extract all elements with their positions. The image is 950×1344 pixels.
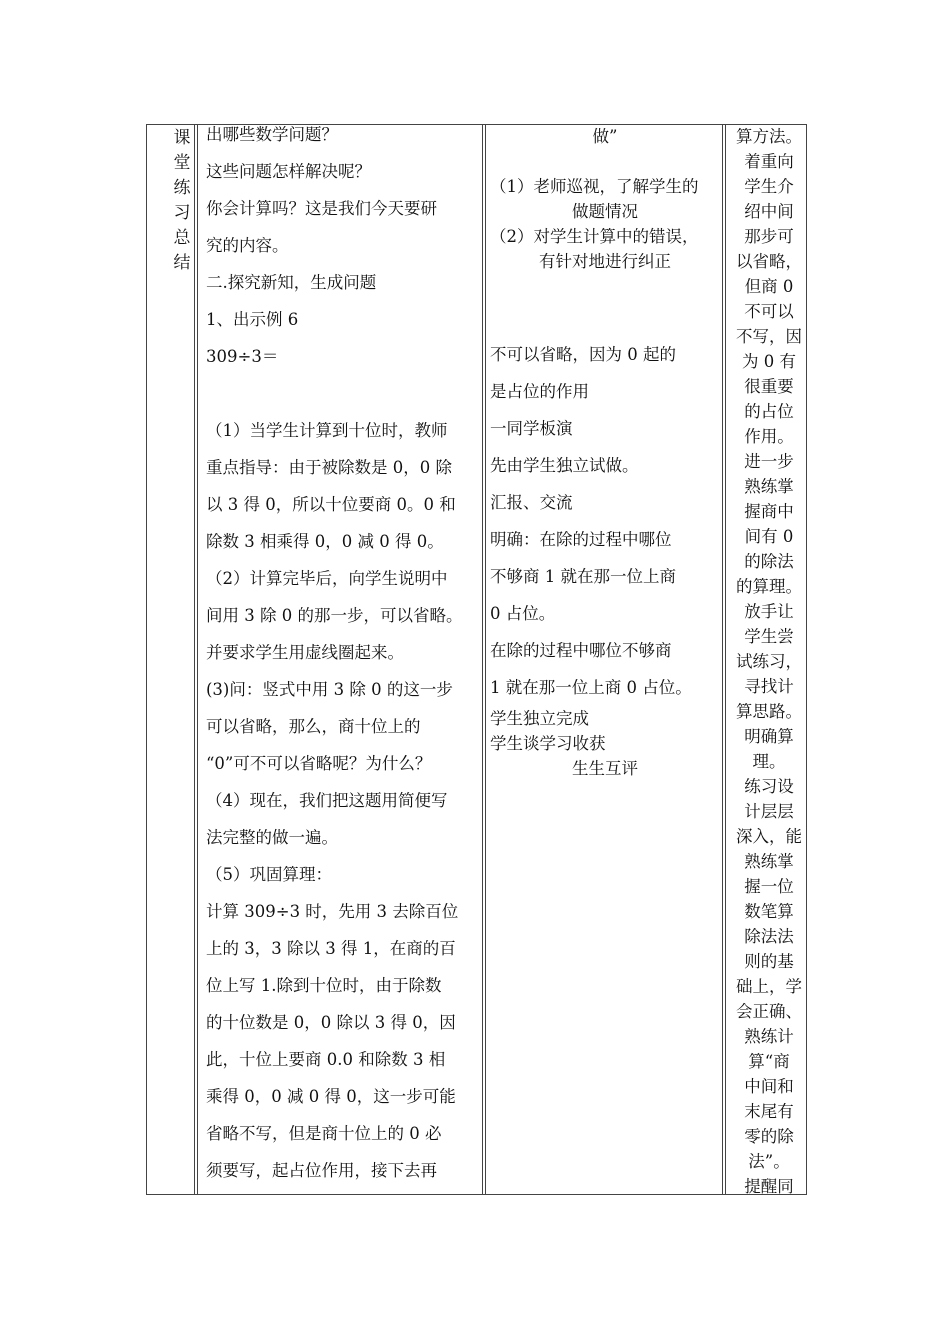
teacher-line: 可以省略，那么，商十位上的	[206, 717, 421, 736]
intent-line: 计层层	[744, 802, 794, 821]
intent-line: 提醒同	[744, 1177, 794, 1196]
teacher-line: 二.探究新知，生成问题	[206, 273, 377, 292]
guidance-line: 有针对地进行纠正	[539, 252, 671, 271]
answer-line: 一同学板演	[490, 419, 573, 438]
teacher-line-blank	[206, 375, 478, 412]
intent-line: 放手让	[744, 602, 794, 621]
intent-line: 那步可	[744, 227, 794, 246]
intent-line: 为 0 有	[742, 352, 796, 371]
intent-line: 熟练掌	[744, 852, 794, 871]
teacher-line: 法完整的做一遍。	[206, 828, 338, 847]
intent-line: 末尾有	[744, 1102, 794, 1121]
student-activity-column	[490, 124, 720, 781]
closing-line: 生生互评	[572, 759, 638, 778]
intent-line: 明确算	[744, 727, 794, 746]
design-intent-column	[729, 124, 809, 1199]
table-left-border	[146, 124, 147, 1195]
intent-line: 算思路。	[736, 702, 802, 721]
student-answers-block	[490, 336, 720, 706]
intent-line: 但商 0	[744, 277, 794, 296]
intent-line: 深入，能	[736, 827, 802, 846]
teacher-line: 间用 3 除 0 的那一步，可以省略。	[206, 606, 463, 625]
teacher-line: 除数 3 相乘得 0，0 减 0 得 0。	[206, 532, 444, 551]
section-label-char: 总	[173, 228, 191, 248]
teacher-line: 须要写，起占位作用，接下去再	[206, 1161, 437, 1180]
teacher-line: 究的内容。	[206, 236, 289, 255]
closing-line: 学生谈学习收获	[490, 734, 606, 753]
lesson-plan-table	[146, 124, 807, 1195]
teacher-line: 省略不写，但是商十位上的 0 必	[206, 1124, 442, 1143]
intent-line: 学生尝	[744, 627, 794, 646]
teacher-line: （2）计算完毕后，向学生说明中	[206, 569, 448, 588]
teacher-line: （5）巩固算理：	[206, 865, 332, 884]
intent-line: 算“商	[748, 1052, 790, 1071]
intent-line: 熟练掌	[744, 477, 794, 496]
teacher-line: 乘得 0，0 减 0 得 0，这一步可能	[206, 1087, 456, 1106]
section-label-char: 习	[173, 203, 191, 223]
answer-line: 0 占位。	[490, 604, 556, 623]
teacher-guidance-block	[490, 174, 720, 274]
intent-line: 数笔算	[744, 902, 794, 921]
section-label-char: 堂	[173, 153, 191, 173]
teacher-line: 以 3 得 0，所以十位要商 0。0 和	[206, 495, 456, 514]
section-label-char: 课	[173, 128, 191, 148]
teacher-line: 309÷3＝	[206, 347, 279, 366]
teacher-line: “0”可不可以省略呢？为什么？	[206, 754, 432, 773]
intent-line: 很重要	[744, 377, 794, 396]
teacher-line: 的十位数是 0，0 除以 3 得 0，因	[206, 1013, 456, 1032]
guidance-line: （1）老师巡视，了解学生的	[490, 177, 699, 196]
teacher-line: 重点指导：由于被除数是 0，0 除	[206, 458, 452, 477]
intent-line: 的占位	[744, 402, 794, 421]
answer-line: 不够商 1 就在那一位上商	[490, 567, 676, 586]
intent-line: 进一步	[744, 452, 794, 471]
intent-line: 中间和	[744, 1077, 794, 1096]
teacher-line: 你会计算吗？这是我们今天要研	[206, 199, 437, 218]
intent-line: 零的除	[744, 1127, 794, 1146]
intent-line: 握一位	[744, 877, 794, 896]
answer-line: 先由学生独立试做。	[490, 456, 639, 475]
table-bottom-border	[146, 1194, 807, 1195]
section-label-char: 结	[173, 253, 191, 273]
column-divider-3	[722, 124, 726, 1195]
teacher-line: 位上写 1.除到十位时，由于除数	[206, 976, 442, 995]
answer-line: 在除的过程中哪位不够商	[490, 641, 672, 660]
intent-line: 学生介	[744, 177, 794, 196]
intent-line: 的算理。	[736, 577, 802, 596]
intent-line: 础上，学	[736, 977, 802, 996]
student-top-line: 做”	[592, 127, 618, 146]
section-label-char: 练	[173, 178, 191, 198]
intent-line: 不写，因	[736, 327, 802, 346]
teacher-line: （1）当学生计算到十位时，教师	[206, 421, 448, 440]
teacher-line: 计算 309÷3 时，先用 3 去除百位	[206, 902, 459, 921]
intent-line: 不可以	[744, 302, 794, 321]
intent-line: 试练习，	[736, 652, 802, 671]
guidance-line: 做题情况	[572, 202, 638, 221]
teacher-line: 出哪些数学问题？	[206, 125, 338, 144]
intent-line: 绍中间	[744, 202, 794, 221]
teacher-line: 1、出示例 6	[206, 310, 299, 329]
teacher-activity-column	[206, 124, 478, 1189]
intent-line: 除法法	[744, 927, 794, 946]
intent-line: 理。	[752, 752, 786, 771]
answer-line: 明确：在除的过程中哪位	[490, 530, 672, 549]
column-divider-2	[482, 124, 486, 1195]
teacher-line: 这些问题怎样解决呢？	[206, 162, 371, 181]
teacher-line: 上的 3，3 除以 3 得 1，在商的百	[206, 939, 456, 958]
column-divider-1	[194, 124, 198, 1195]
intent-line: 以省略，	[736, 252, 802, 271]
teacher-line: （4）现在，我们把这题用简便写	[206, 791, 448, 810]
intent-line: 熟练计	[744, 1027, 794, 1046]
intent-line: 练习设	[744, 777, 794, 796]
intent-line: 的除法	[744, 552, 794, 571]
section-label-column	[168, 124, 196, 276]
teacher-line: (3)问：竖式中用 3 除 0 的这一步	[206, 680, 453, 699]
answer-line: 不可以省略，因为 0 起的	[490, 345, 676, 364]
answer-line: 1 就在那一位上商 0 占位。	[490, 678, 692, 697]
intent-line: 法”。	[748, 1152, 790, 1171]
guidance-line: （2）对学生计算中的错误，	[490, 227, 699, 246]
intent-line: 寻找计	[744, 677, 794, 696]
closing-block	[490, 706, 720, 781]
intent-line: 算方法。	[736, 127, 802, 146]
answer-line: 是占位的作用	[490, 382, 589, 401]
teacher-line: 此，十位上要商 0.0 和除数 3 相	[206, 1050, 446, 1069]
intent-line: 间有 0	[744, 527, 794, 546]
intent-line: 着重向	[744, 152, 794, 171]
answer-line: 汇报、交流	[490, 493, 573, 512]
intent-line: 则的基	[744, 952, 794, 971]
intent-line: 握商中	[744, 502, 794, 521]
teacher-line: 并要求学生用虚线圈起来。	[206, 643, 404, 662]
closing-line: 学生独立完成	[490, 709, 589, 728]
intent-line: 作用。	[744, 427, 794, 446]
intent-line: 会正确、	[736, 1002, 802, 1021]
